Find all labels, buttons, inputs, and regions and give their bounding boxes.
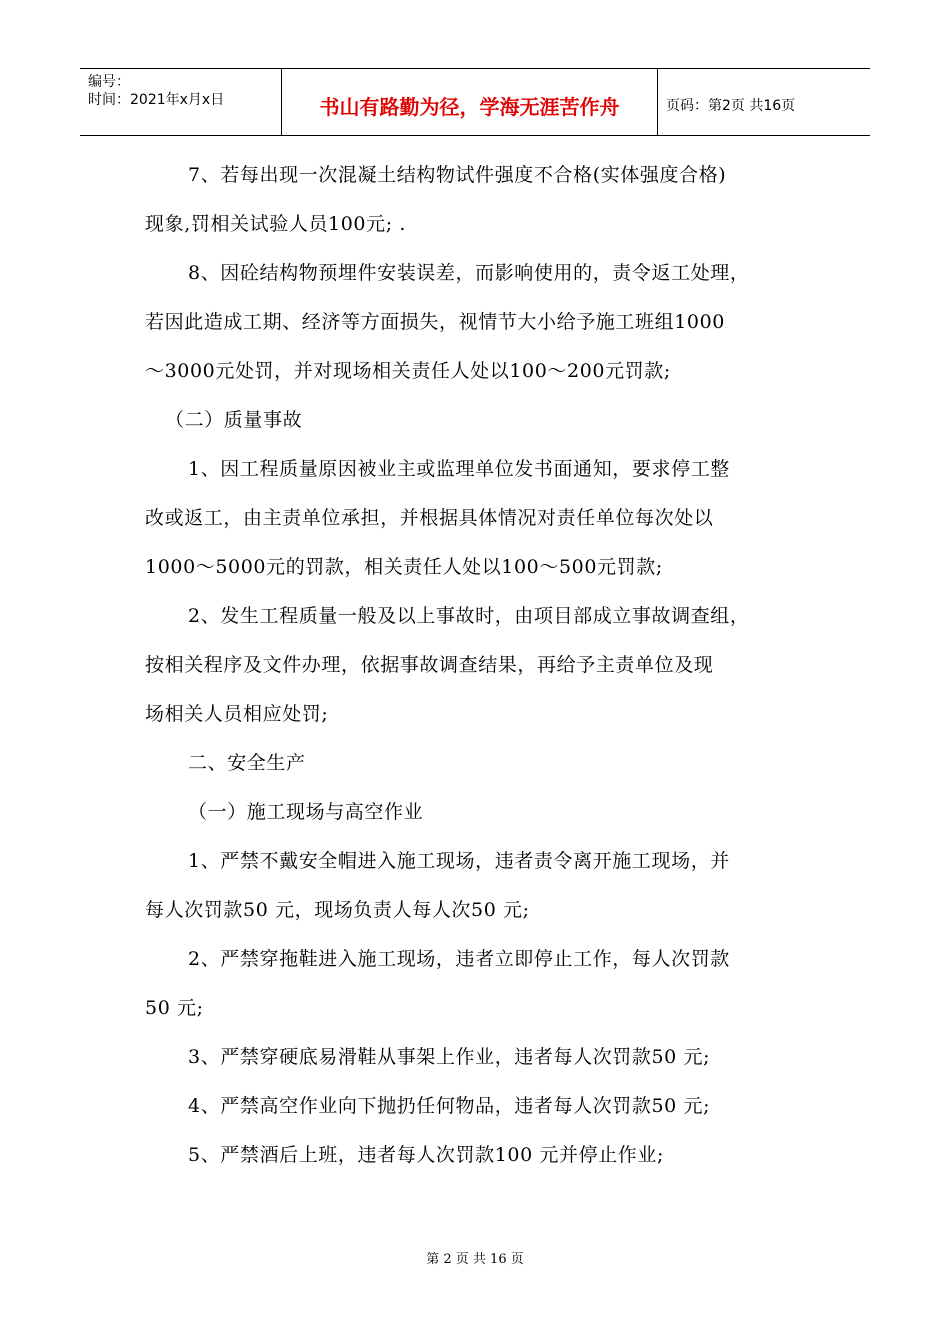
page-header <box>80 68 870 136</box>
paragraph-line: 1、严禁不戴安全帽进入施工现场，违者责令离开施工现场，并 <box>188 850 730 872</box>
page-footer: 第 2 页 共 16 页 <box>426 1252 524 1267</box>
paragraph-line: 1、因工程质量原因被业主或监理单位发书面通知，要求停工整 <box>188 458 730 480</box>
paragraph-line: ～3000元处罚，并对现场相关责任人处以100～200元罚款; <box>145 360 671 382</box>
paragraph-line: 按相关程序及文件办理，依据事故调查结果，再给予主责单位及现 <box>145 654 714 676</box>
paragraph-line: 2、发生工程质量一般及以上事故时，由项目部成立事故调查组， <box>188 605 750 627</box>
paragraph-line: 改或返工，由主责单位承担，并根据具体情况对责任单位每次处以 <box>145 507 714 529</box>
section-heading: （二）质量事故 <box>165 409 303 431</box>
paragraph-line: 2、严禁穿拖鞋进入施工现场，违者立即停止工作，每人次罚款 <box>188 948 730 970</box>
document-number-label: 编号： <box>88 74 130 90</box>
paragraph-line: 50 元; <box>145 997 204 1019</box>
header-meta <box>80 69 282 135</box>
document-time: 时间：2021年x月x日 <box>88 92 225 108</box>
paragraph-line: 1000～5000元的罚款，相关责任人处以100～500元罚款; <box>145 556 663 578</box>
paragraph-line: 现象,罚相关试验人员100元; . <box>145 213 406 235</box>
paragraph-line: 3、严禁穿硬底易滑鞋从事架上作业，违者每人次罚款50 元; <box>188 1046 711 1068</box>
paragraph-line: 5、严禁酒后上班，违者每人次罚款100 元并停止作业; <box>188 1144 664 1166</box>
header-motto: 书山有路勤为径，学海无涯苦作舟 <box>282 69 658 135</box>
paragraph-line: 7、若每出现一次混凝土结构物试件强度不合格(实体强度合格) <box>188 164 727 186</box>
paragraph-line: 场相关人员相应处罚; <box>145 703 329 725</box>
document-body <box>145 163 810 1192</box>
paragraph-line: 4、严禁高空作业向下抛扔任何物品，违者每人次罚款50 元; <box>188 1095 711 1117</box>
section-heading: 二、安全生产 <box>188 752 306 774</box>
paragraph-line: 每人次罚款50 元，现场负责人每人次50 元; <box>145 899 530 921</box>
paragraph-line: 8、因砼结构物预埋件安装误差，而影响使用的，责令返工处理， <box>188 262 750 284</box>
paragraph-line: 若因此造成工期、经济等方面损失，视情节大小给予施工班组1000 <box>145 311 725 333</box>
header-page-info: 页码：第2页 共16页 <box>666 98 796 114</box>
section-heading: （一）施工现场与高空作业 <box>188 801 424 823</box>
